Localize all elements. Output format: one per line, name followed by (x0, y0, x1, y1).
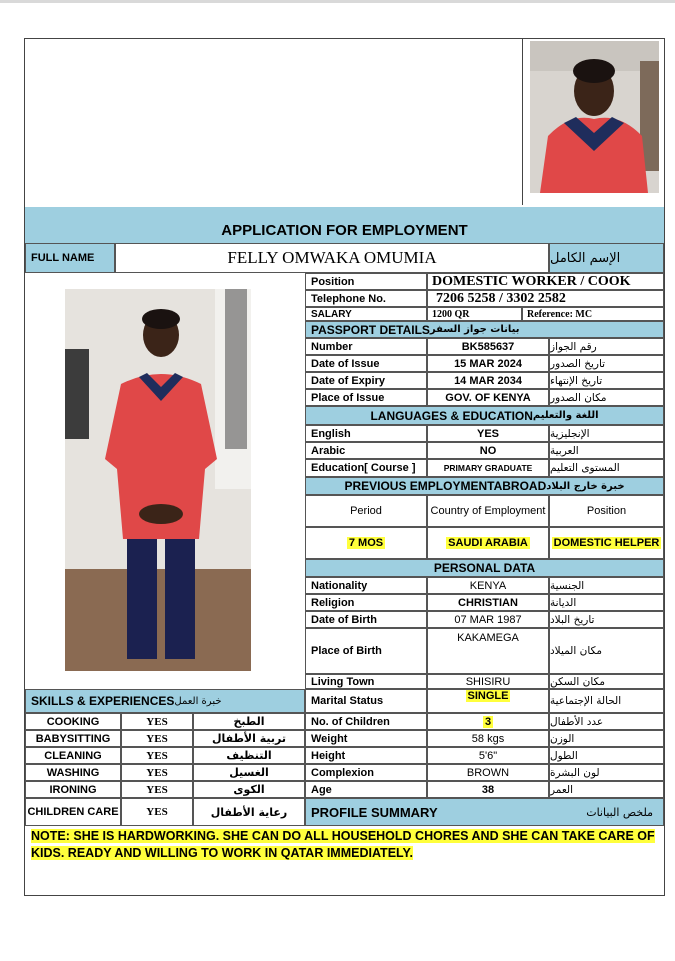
education-label: Education[ Course ] (305, 459, 427, 477)
issue-date-value: 15 MAR 2024 (427, 355, 549, 372)
marital-status-label-arabic: الحالة الإجتماعية (549, 689, 664, 713)
religion-label-arabic: الديانة (549, 594, 664, 611)
height-label-arabic: الطول (549, 747, 664, 764)
weight-value: 58 kgs (427, 730, 549, 747)
children-count-label-arabic: عدد الأطفال (549, 713, 664, 730)
skill-cooking-label: COOKING (25, 713, 121, 730)
height-value: 5'6" (427, 747, 549, 764)
skill-washing-label: WASHING (25, 764, 121, 781)
position-column-header: Position (549, 495, 664, 527)
marital-status-cell (427, 689, 549, 713)
skill-washing-label-arabic: الغسيل (193, 764, 305, 781)
passport-number-label: Number (305, 338, 427, 355)
languages-section-header (305, 406, 664, 425)
place-of-issue-label: Place of Issue (305, 389, 427, 406)
religion-label: Religion (305, 594, 427, 611)
passport-number-value: BK585637 (427, 338, 549, 355)
note-box (31, 828, 661, 862)
children-count-value: 3 (484, 715, 492, 728)
place-of-birth-value: KAKAMEGA (427, 628, 549, 674)
passport-title-arabic: بيانات جواز السفر (429, 324, 520, 335)
employment-period-cell (305, 527, 427, 559)
skill-babysitting-label-arabic: تربية الأطفال (193, 730, 305, 747)
employment-country: SAUDI ARABIA (448, 537, 528, 549)
application-form (24, 38, 665, 896)
position-value: DOMESTIC WORKER / COOK (427, 273, 664, 290)
nationality-label: Nationality (305, 577, 427, 594)
skills-section-header (25, 689, 305, 713)
personal-data-header: PERSONAL DATA (305, 559, 664, 577)
living-town-label-arabic: مكان السكن (549, 674, 664, 689)
profile-summary-title: PROFILE SUMMARY (311, 804, 438, 820)
education-label-arabic: المستوى التعليم (549, 459, 664, 477)
nationality-label-arabic: الجنسية (549, 577, 664, 594)
full-name-value: FELLY OMWAKA OMUMIA (115, 243, 549, 273)
religion-value: CHRISTIAN (427, 594, 549, 611)
skill-cooking-label-arabic: الطبخ (193, 713, 305, 730)
height-label: Height (305, 747, 427, 764)
skill-children-care-label: CHILDREN CARE (25, 798, 121, 826)
skill-ironing-label-arabic: الكوى (193, 781, 305, 798)
skill-babysitting-label: BABYSITTING (25, 730, 121, 747)
position-label: Position (305, 273, 427, 290)
weight-label: Weight (305, 730, 427, 747)
skill-cleaning-label: CLEANING (25, 747, 121, 764)
skills-title-arabic: خبرة العمل (174, 695, 222, 707)
header-divider (522, 39, 523, 205)
passport-number-label-arabic: رقم الجواز (549, 338, 664, 355)
salary-value: 1200 QR (427, 307, 522, 321)
skill-cooking-value: YES (121, 713, 193, 730)
date-of-birth-label: Date of Birth (305, 611, 427, 628)
portrait-photo (530, 41, 659, 193)
employment-position: DOMESTIC HELPER (553, 537, 660, 549)
passport-section-header (305, 321, 664, 338)
living-town-value: SHISIRU (427, 674, 549, 689)
place-of-birth-label: Place of Birth (305, 628, 427, 674)
skill-ironing-label: IRONING (25, 781, 121, 798)
full-name-label: FULL NAME (25, 243, 115, 273)
english-value: YES (427, 425, 549, 442)
place-of-issue-value: GOV. OF KENYA (427, 389, 549, 406)
age-label: Age (305, 781, 427, 798)
employment-section-header (305, 477, 664, 495)
living-town-label: Living Town (305, 674, 427, 689)
arabic-value: NO (427, 442, 549, 459)
english-label: English (305, 425, 427, 442)
issue-date-label-arabic: تاريخ الصدور (549, 355, 664, 372)
languages-title-arabic: اللغة والتعليم (532, 410, 599, 421)
skill-cleaning-label-arabic: التنظيف (193, 747, 305, 764)
expiry-date-label: Date of Expiry (305, 372, 427, 389)
expiry-date-label-arabic: تاريخ الإنتهاء (549, 372, 664, 389)
children-count-cell (427, 713, 549, 730)
skill-children-care-label-arabic: رعاية الأطفال (193, 798, 305, 826)
date-of-birth-value: 07 MAR 1987 (427, 611, 549, 628)
age-value: 38 (427, 781, 549, 798)
languages-title: LANGUAGES & EDUCATION (370, 408, 533, 423)
marital-status-value: SINGLE (467, 690, 509, 702)
country-column-header: Country of Employment (427, 495, 549, 527)
reference-value: Reference: MC (522, 307, 664, 321)
nationality-value: KENYA (427, 577, 549, 594)
telephone-label: Telephone No. (305, 290, 427, 307)
skill-ironing-value: YES (121, 781, 193, 798)
education-value: PRIMARY GRADUATE (427, 459, 549, 477)
skill-children-care-value: YES (121, 798, 193, 826)
note-text: NOTE: SHE IS HARDWORKING. SHE CAN DO ALL HOUSEHOLD CHORES AND SHE CAN TAKE CARE OF KIDS. READY AND WILLING TO WORK IN QATAR IMMEDIATELY. (31, 829, 655, 860)
children-count-label: No. of Children (305, 713, 427, 730)
employment-title: PREVIOUS EMPLOYMENTABROAD (344, 479, 547, 493)
place-of-birth-label-arabic: مكان الميلاد (549, 628, 664, 674)
expiry-date-value: 14 MAR 2034 (427, 372, 549, 389)
skills-title: SKILLS & EXPERIENCES (31, 694, 175, 708)
age-label-arabic: العمر (549, 781, 664, 798)
passport-title: PASSPORT DETAILS (311, 322, 430, 337)
profile-summary-header (305, 798, 664, 826)
top-divider (0, 0, 675, 3)
complexion-value: BROWN (427, 764, 549, 781)
complexion-label-arabic: لون البشرة (549, 764, 664, 781)
english-label-arabic: الإنجليزية (549, 425, 664, 442)
employment-title-arabic: خبرة خارج البلاد (546, 480, 625, 492)
salary-label: SALARY (305, 307, 427, 321)
marital-status-label: Marital Status (305, 689, 427, 713)
telephone-value: 7206 5258 / 3302 2582 (427, 290, 664, 307)
skill-washing-value: YES (121, 764, 193, 781)
skill-cleaning-value: YES (121, 747, 193, 764)
arabic-label-arabic: العربية (549, 442, 664, 459)
employment-period: 7 MOS (348, 537, 384, 549)
place-of-issue-label-arabic: مكان الصدور (549, 389, 664, 406)
period-column-header: Period (305, 495, 427, 527)
skill-babysitting-value: YES (121, 730, 193, 747)
date-of-birth-label-arabic: تاريخ البلاد (549, 611, 664, 628)
weight-label-arabic: الوزن (549, 730, 664, 747)
complexion-label: Complexion (305, 764, 427, 781)
issue-date-label: Date of Issue (305, 355, 427, 372)
arabic-label: Arabic (305, 442, 427, 459)
application-title: APPLICATION FOR EMPLOYMENT (221, 221, 468, 239)
employment-country-cell (427, 527, 549, 559)
full-name-label-arabic: الإسم الكامل (549, 243, 664, 273)
profile-summary-title-arabic: ملخص البيانات (586, 805, 653, 819)
employment-position-cell (549, 527, 664, 559)
full-body-photo (65, 289, 251, 671)
